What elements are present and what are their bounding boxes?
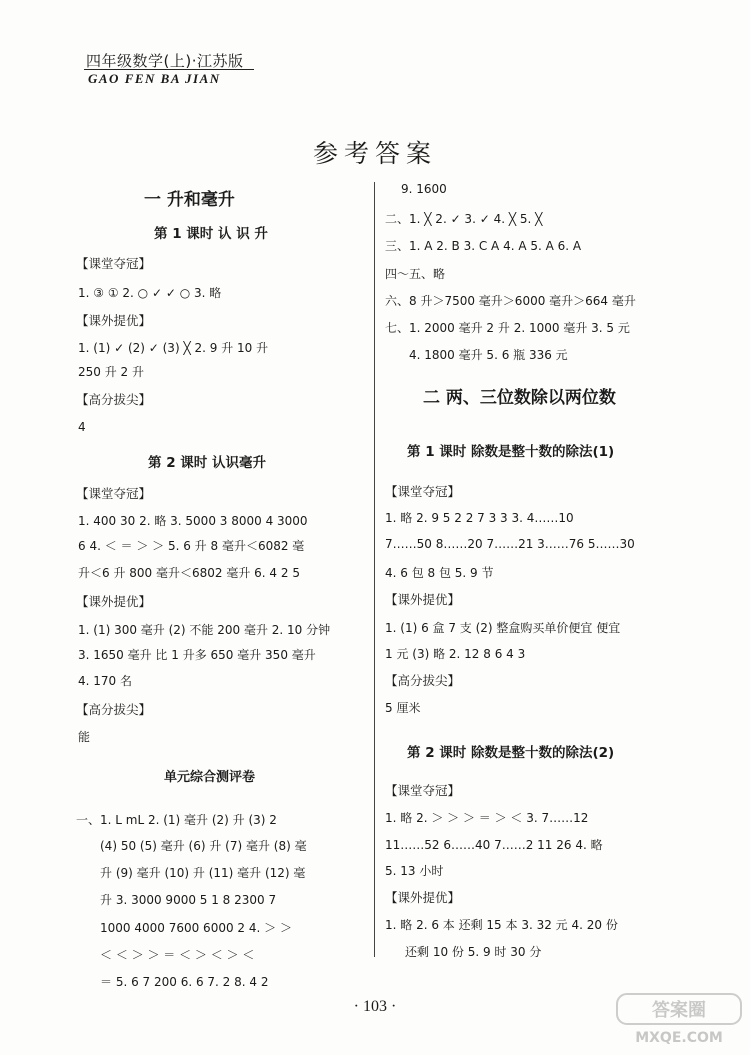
answer-line: 六、8 升＞7500 毫升＞6000 毫升＞664 毫升 [385,294,636,308]
answer-line: 升 3. 3000 9000 5 1 8 2300 7 [100,893,277,907]
answer-line: 1 元 (3) 略 2. 12 8 6 4 3 [385,647,526,661]
answer-line: 1. (1) ✓ (2) ✓ (3) ╳ 2. 9 升 10 升 [78,341,269,355]
answer-line: 9. 1600 [401,182,447,196]
answer-line: 一、1. L mL 2. (1) 毫升 (2) 升 (3) 2 [76,813,277,827]
answer-line: 250 升 2 升 [78,365,144,379]
answer-line: 1. 略 2. ＞ ＞ ＞ ＝ ＞ ＜ 3. 7……12 [385,811,589,825]
section-tag: 【课外提优】 [76,594,152,609]
section-tag: 【高分拔尖】 [76,392,152,407]
answer-line: ＜ ＜ ＞ ＞ ＝ ＜ ＞ ＜ ＞ ＜ [100,948,255,962]
section-tag: 【课堂夺冠】 [76,486,152,501]
book-header-subtitle: GAO FEN BA JIAN [88,71,221,86]
answer-line: 升 (9) 毫升 (10) 升 (11) 毫升 (12) 毫 [100,866,306,880]
answer-line: 1. ③ ① 2. ○ ✓ ✓ ○ 3. 略 [78,286,222,300]
answer-line: 七、1. 2000 毫升 2 升 2. 1000 毫升 3. 5 元 [385,321,630,335]
section-tag: 【课外提优】 [385,890,461,905]
watermark-logo [615,990,743,1048]
answer-line: 4. 1800 毫升 5. 6 瓶 336 元 [409,348,568,362]
page-title: 参考答案 [312,139,437,168]
answer-line: 4. 170 名 [78,674,132,688]
answer-line: 7……50 8……20 7……21 3……76 5……30 [385,537,635,551]
answer-line: 5. 13 小时 [385,864,444,878]
section-tag: 【高分拔尖】 [76,702,152,717]
answer-line: ＝ 5. 6 7 200 6. 6 7. 2 8. 4 2 [100,975,269,989]
answer-line: (4) 50 (5) 毫升 (6) 升 (7) 毫升 (8) 毫 [100,839,307,853]
watermark-text-top: 答案圈 [652,1000,706,1021]
answer-line: 1. (1) 300 毫升 (2) 不能 200 毫升 2. 10 分钟 [78,623,331,637]
answer-line: 1. 400 30 2. 略 3. 5000 3 8000 4 3000 [78,514,308,528]
answer-line: 1. (1) 6 盒 7 支 (2) 整盒购买单价便宜 便宜 [385,621,621,635]
section-tag: 【课外提优】 [385,592,461,607]
answer-line: 二、1. ╳ 2. ✓ 3. ✓ 4. ╳ 5. ╳ [385,212,543,226]
section-tag: 【课堂夺冠】 [76,256,152,271]
answer-line: 升＜6 升 800 毫升＜6802 毫升 6. 4 2 5 [78,566,300,580]
answer-line: 三、1. A 2. B 3. C A 4. A 5. A 6. A [385,239,582,253]
header-rule [84,69,254,70]
answer-line: 1000 4000 7600 6000 2 4. ＞ ＞ [100,921,292,935]
unit-title: 一 升和毫升 [144,190,235,210]
lesson-title: 第 1 课时 认 识 升 [154,226,268,242]
answer-line: 4 [78,420,86,434]
answer-line: 1. 略 2. 9 5 2 2 7 3 3 3. 4……10 [385,511,574,525]
answer-line: 能 [78,730,91,744]
section-tag: 【课外提优】 [76,313,152,328]
answer-line: 还剩 10 份 5. 9 时 30 分 [405,945,542,959]
section-tag: 【课堂夺冠】 [385,783,461,798]
watermark-text-bottom: MXQE.COM [635,1030,723,1046]
column-divider [374,182,375,957]
test-title: 单元综合测评卷 [164,770,256,785]
answer-line: 11……52 6……40 7……2 11 26 4. 略 [385,838,603,852]
section-tag: 【课堂夺冠】 [385,484,461,499]
unit-title: 二 两、三位数除以两位数 [423,388,616,408]
answer-line: 4. 6 包 8 包 5. 9 节 [385,566,494,580]
answer-line: 3. 1650 毫升 比 1 升多 650 毫升 350 毫升 [78,648,316,662]
lesson-title: 第 2 课时 认识毫升 [148,455,266,471]
answer-line: 6 4. ＜ ＝ ＞ ＞ 5. 6 升 8 毫升＜6082 毫 [78,539,305,553]
lesson-title: 第 1 课时 除数是整十数的除法(1) [407,444,615,460]
book-header-title: 四年级数学(上)·江苏版 [86,52,244,70]
answer-line: 四～五、略 [385,267,446,281]
page-number: · 103 · [353,998,397,1015]
answer-line: 5 厘米 [385,701,421,715]
lesson-title: 第 2 课时 除数是整十数的除法(2) [407,745,615,761]
section-tag: 【高分拔尖】 [385,673,461,688]
answer-line: 1. 略 2. 6 本 还剩 15 本 3. 32 元 4. 20 份 [385,918,618,932]
